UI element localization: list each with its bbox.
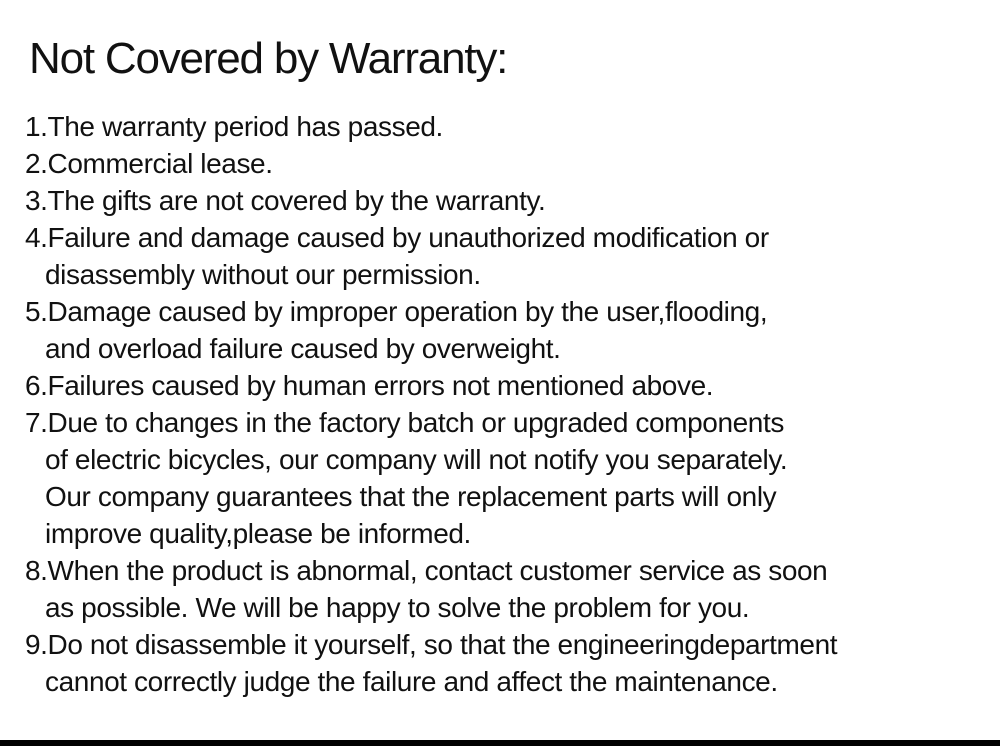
list-item-line: 4.Failure and damage caused by unauthorized modification or (25, 222, 769, 253)
list-item-line: cannot correctly judge the failure and affect the maintenance. (45, 666, 778, 697)
list-item-line: and overload failure caused by overweight. (45, 333, 561, 364)
list-item-line: 7.Due to changes in the factory batch or upgraded components (25, 407, 784, 438)
list-item-line: 2.Commercial lease. (25, 148, 273, 179)
list-item (25, 626, 990, 700)
list-item (25, 293, 990, 367)
bottom-divider (0, 740, 1000, 746)
list-item (25, 367, 990, 404)
list-item-line: 3.The gifts are not covered by the warranty. (25, 185, 546, 216)
list-item (25, 404, 990, 552)
list-item (25, 145, 990, 182)
list-item-line: of electric bicycles, our company will not notify you separately. (45, 444, 788, 475)
list-item (25, 182, 990, 219)
list-item-line: improve quality,please be informed. (45, 518, 471, 549)
list-item-line: disassembly without our permission. (45, 259, 481, 290)
list-item-line: 6.Failures caused by human errors not mentioned above. (25, 370, 714, 401)
list-item-line: Our company guarantees that the replacement parts will only (45, 481, 777, 512)
list-item (25, 552, 990, 626)
list-item-line: 9.Do not disassemble it yourself, so that the engineeringdepartment (25, 629, 838, 660)
list-item-line: 1.The warranty period has passed. (25, 111, 443, 142)
list-item-line: 8.When the product is abnormal, contact customer service as soon (25, 555, 828, 586)
list-item-line: as possible. We will be happy to solve the problem for you. (45, 592, 750, 623)
warranty-exclusion-list (0, 108, 1000, 700)
list-item (25, 108, 990, 145)
list-item-line: 5.Damage caused by improper operation by the user,flooding, (25, 296, 768, 327)
list-item (25, 219, 990, 293)
page-title: Not Covered by Warranty: (29, 34, 508, 83)
